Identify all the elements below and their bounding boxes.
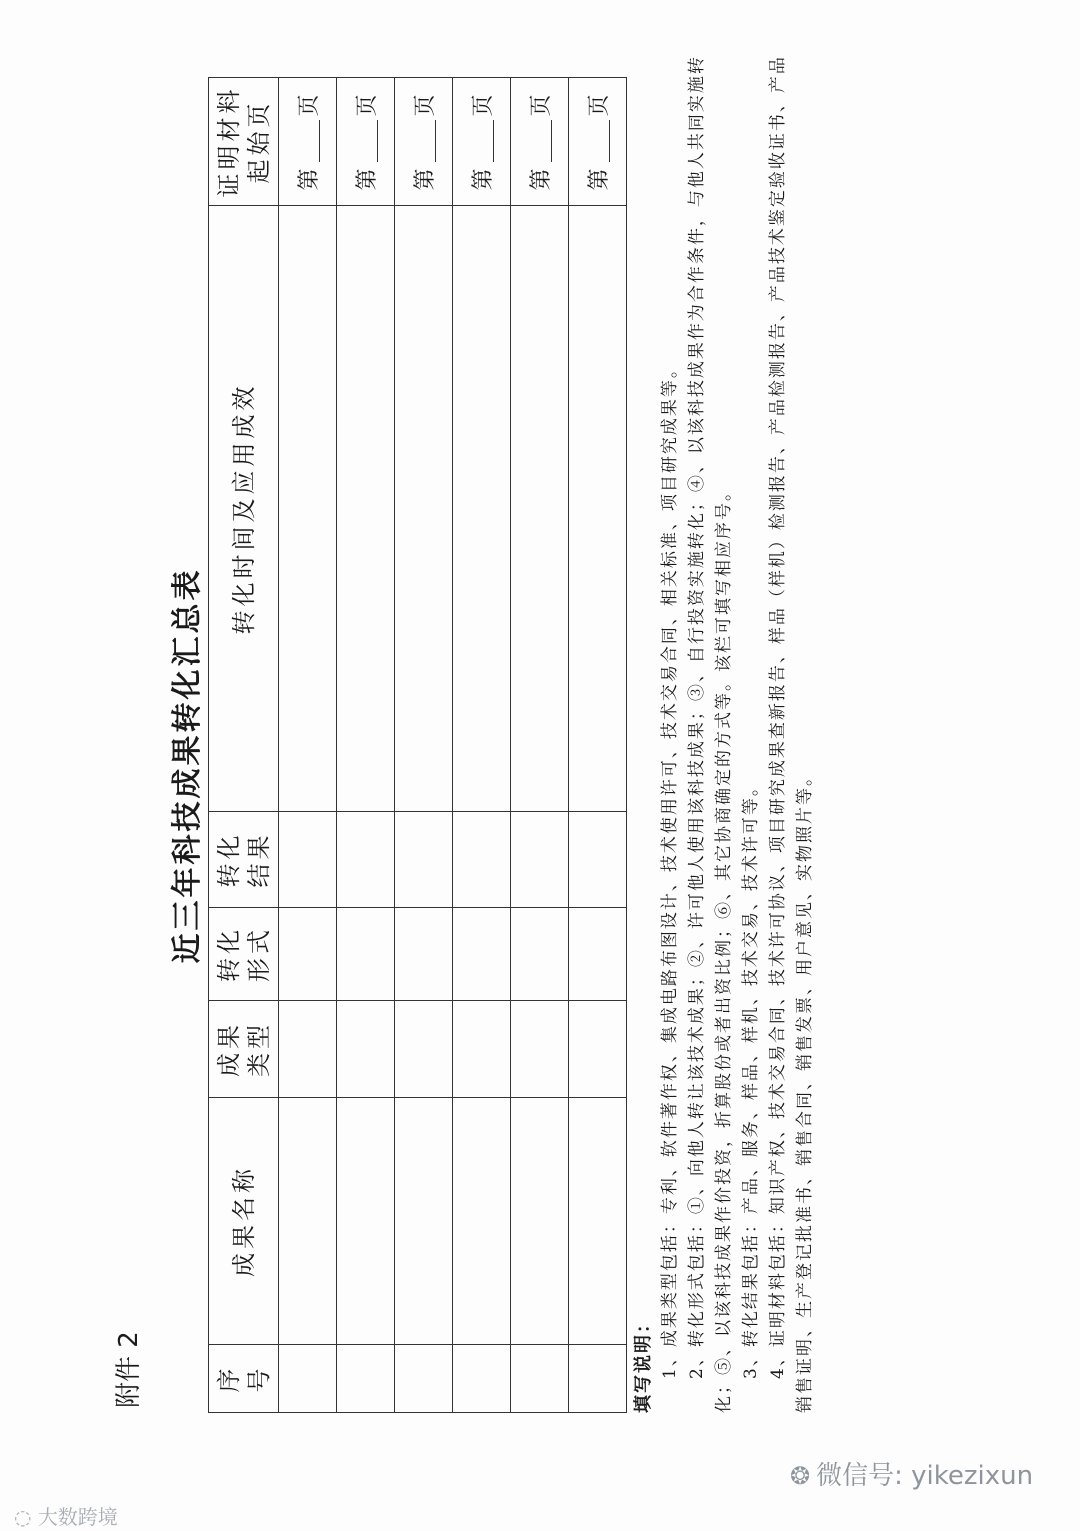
table-row xyxy=(569,78,627,1413)
cell-form xyxy=(569,908,627,1001)
cell-name xyxy=(395,1098,453,1345)
cell-type xyxy=(511,1001,569,1098)
cell-effect xyxy=(337,206,395,812)
watermark-right: ❂ 微信号: yikezixun xyxy=(790,1461,1034,1491)
cell-page xyxy=(337,78,395,206)
cell-result xyxy=(569,812,627,908)
page-suffix: 页 xyxy=(471,92,496,117)
page-blank-line xyxy=(473,121,494,163)
table-row xyxy=(395,78,453,1413)
cell-seq xyxy=(569,1345,627,1413)
page-prefix: 第 xyxy=(355,166,380,191)
cell-form xyxy=(453,908,511,1001)
cell-page xyxy=(453,78,511,206)
header-seq: 序 号 xyxy=(209,1345,279,1413)
cell-form xyxy=(337,908,395,1001)
cell-page xyxy=(279,78,337,206)
summary-table xyxy=(208,77,627,1413)
cell-effect xyxy=(511,206,569,812)
instruction-item-3: 3、转化结果包括：产品、服务、样品、样机、技术交易、技术许可等。 xyxy=(741,777,761,1379)
cell-form xyxy=(395,908,453,1001)
cell-seq xyxy=(511,1345,569,1413)
cell-result xyxy=(511,812,569,908)
page-suffix: 页 xyxy=(413,92,438,117)
table-row xyxy=(453,78,511,1413)
document-title: 近三年科技成果转化汇总表 xyxy=(170,567,205,964)
cell-page xyxy=(511,78,569,206)
cell-name xyxy=(337,1098,395,1345)
cell-result xyxy=(395,812,453,908)
cell-name xyxy=(453,1098,511,1345)
cell-page xyxy=(395,78,453,206)
cell-type xyxy=(395,1001,453,1098)
instructions-heading: 填写说明： xyxy=(633,1313,654,1413)
instruction-item-2: 2、转化形式包括：①、向他人转让该技术成果；②、许可他人使用该科技成果；③、自行投资实施转化；④、以该科技成果作为合作条件，与他人共同实施转化；⑤、以该科技成果作价投资，折算股份或者出资比例；⑥、其它协商确定的方式等。该栏可填写相应序号。 xyxy=(687,55,734,1413)
page-prefix: 第 xyxy=(587,166,612,191)
header-name: 成果名称 xyxy=(209,1098,279,1345)
cell-seq xyxy=(279,1345,337,1413)
cell-form xyxy=(511,908,569,1001)
page-prefix: 第 xyxy=(297,166,322,191)
logo-icon: ◌ xyxy=(14,1505,32,1529)
header-result: 转化 结果 xyxy=(209,812,279,908)
instruction-item-4: 4、证明材料包括：知识产权、技术交易合同、技术许可协议、项目研究成果查新报告、样品（样机）检测报告、产品检测报告、产品技术鉴定验收证书、产品销售证明、生产登记批准书、销售合同、销售发票、用户意见、实物照片等。 xyxy=(768,55,815,1413)
page-prefix: 第 xyxy=(471,166,496,191)
cell-effect xyxy=(395,206,453,812)
filling-instructions xyxy=(630,53,819,1413)
wechat-icon: ❂ xyxy=(790,1462,811,1490)
table-row xyxy=(337,78,395,1413)
cell-result xyxy=(337,812,395,908)
table-row xyxy=(279,78,337,1413)
page-blank-line xyxy=(531,121,552,163)
cell-type xyxy=(453,1001,511,1098)
page-suffix: 页 xyxy=(529,92,554,117)
table-row xyxy=(511,78,569,1413)
cell-effect xyxy=(569,206,627,812)
cell-name xyxy=(569,1098,627,1345)
watermark-left: ◌ 大数跨境 xyxy=(14,1505,118,1529)
header-effect: 转化时间及应用成效 xyxy=(209,206,279,812)
cell-name xyxy=(279,1098,337,1345)
page-suffix: 页 xyxy=(587,92,612,117)
page-suffix: 页 xyxy=(355,92,380,117)
instruction-item-1: 1、成果类型包括：专利、软件著作权、集成电路布图设计、技术使用许可、技术交易合同、相关标准、项目研究成果等。 xyxy=(660,359,680,1379)
page-blank-line xyxy=(415,121,436,163)
page-blank-line xyxy=(589,121,610,163)
cell-type xyxy=(569,1001,627,1098)
cell-form xyxy=(279,908,337,1001)
cell-seq xyxy=(453,1345,511,1413)
page-prefix: 第 xyxy=(413,166,438,191)
cell-type xyxy=(279,1001,337,1098)
cell-effect xyxy=(453,206,511,812)
header-type: 成果 类型 xyxy=(209,1001,279,1098)
attachment-label: 附件 2 xyxy=(114,1331,144,1408)
cell-seq xyxy=(395,1345,453,1413)
cell-name xyxy=(511,1098,569,1345)
cell-seq xyxy=(337,1345,395,1413)
cell-type xyxy=(337,1001,395,1098)
table-header-row xyxy=(209,78,279,1413)
page-blank-line xyxy=(299,121,320,163)
header-form: 转化 形式 xyxy=(209,908,279,1001)
page-suffix: 页 xyxy=(297,92,322,117)
cell-result xyxy=(279,812,337,908)
cell-effect xyxy=(279,206,337,812)
page-blank-line xyxy=(357,121,378,163)
header-page: 证明材料 起始页 xyxy=(209,78,279,206)
cell-page xyxy=(569,78,627,206)
cell-result xyxy=(453,812,511,908)
page-prefix: 第 xyxy=(529,166,554,191)
